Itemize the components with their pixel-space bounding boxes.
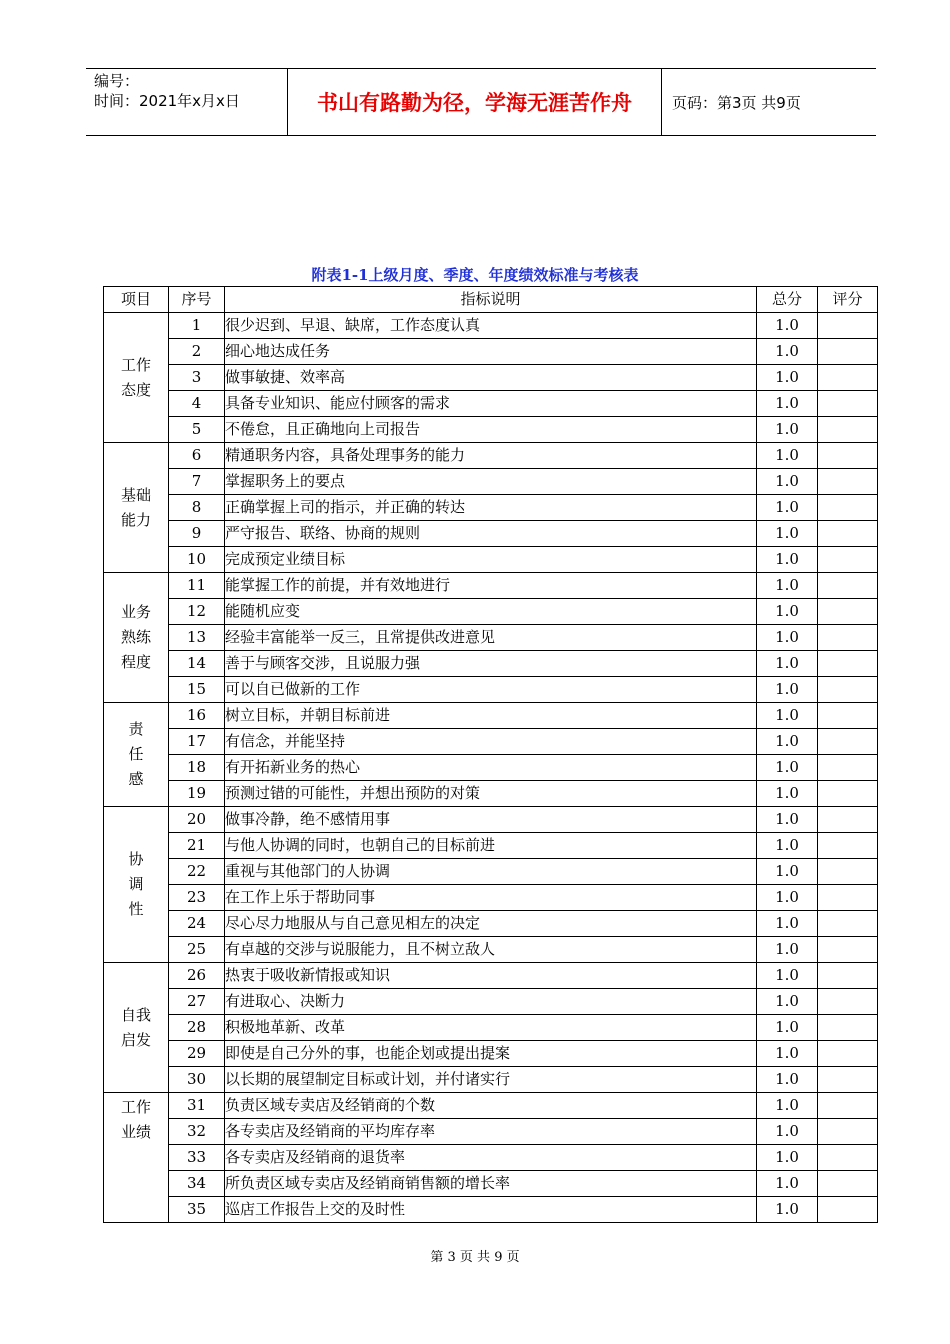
score-cell (818, 1093, 878, 1119)
col-header-seq: 序号 (169, 287, 225, 313)
desc-cell: 各专卖店及经销商的退货率 (225, 1145, 757, 1171)
category-cell: 自我 启发 (104, 963, 169, 1093)
total-cell: 1.0 (757, 365, 818, 391)
score-cell (818, 755, 878, 781)
desc-cell: 巡店工作报告上交的及时性 (225, 1197, 757, 1223)
table-row (104, 1041, 878, 1067)
desc-cell: 所负责区域专卖店及经销商销售额的增长率 (225, 1171, 757, 1197)
table-row (104, 703, 878, 729)
total-cell: 1.0 (757, 859, 818, 885)
desc-cell: 即使是自己分外的事，也能企划或提出提案 (225, 1041, 757, 1067)
table-row (104, 963, 878, 989)
desc-cell: 有卓越的交涉与说服能力，且不树立敌人 (225, 937, 757, 963)
total-cell: 1.0 (757, 1119, 818, 1145)
seq-cell: 4 (169, 391, 225, 417)
table-row (104, 521, 878, 547)
seq-cell: 34 (169, 1171, 225, 1197)
total-cell: 1.0 (757, 833, 818, 859)
table-row (104, 547, 878, 573)
table-row (104, 885, 878, 911)
seq-cell: 32 (169, 1119, 225, 1145)
total-cell: 1.0 (757, 1171, 818, 1197)
desc-cell: 有进取心、决断力 (225, 989, 757, 1015)
desc-cell: 树立目标，并朝目标前进 (225, 703, 757, 729)
score-cell (818, 885, 878, 911)
table-title: 附表1-1上级月度、季度、年度绩效标准与考核表 (311, 266, 639, 284)
table-row (104, 729, 878, 755)
score-cell (818, 365, 878, 391)
desc-cell: 完成预定业绩目标 (225, 547, 757, 573)
total-cell: 1.0 (757, 391, 818, 417)
seq-cell: 13 (169, 625, 225, 651)
desc-cell: 能随机应变 (225, 599, 757, 625)
score-cell (818, 937, 878, 963)
table-row (104, 989, 878, 1015)
desc-cell: 具备专业知识、能应付顾客的需求 (225, 391, 757, 417)
score-cell (818, 1067, 878, 1093)
desc-cell: 正确掌握上司的指示，并正确的转达 (225, 495, 757, 521)
total-cell: 1.0 (757, 625, 818, 651)
score-cell (818, 573, 878, 599)
desc-cell: 有信念，并能坚持 (225, 729, 757, 755)
seq-cell: 2 (169, 339, 225, 365)
score-cell (818, 1145, 878, 1171)
table-row (104, 469, 878, 495)
total-cell: 1.0 (757, 599, 818, 625)
seq-cell: 20 (169, 807, 225, 833)
score-cell (818, 443, 878, 469)
table-row (104, 1093, 878, 1119)
seq-cell: 26 (169, 963, 225, 989)
seq-cell: 5 (169, 417, 225, 443)
score-cell (818, 833, 878, 859)
desc-cell: 不倦怠，且正确地向上司报告 (225, 417, 757, 443)
score-cell (818, 963, 878, 989)
score-cell (818, 417, 878, 443)
table-row (104, 1015, 878, 1041)
total-cell: 1.0 (757, 989, 818, 1015)
table-row (104, 651, 878, 677)
table-row (104, 937, 878, 963)
category-cell: 工作 业绩 (104, 1093, 169, 1223)
score-cell (818, 989, 878, 1015)
seq-cell: 21 (169, 833, 225, 859)
seq-cell: 9 (169, 521, 225, 547)
score-cell (818, 1197, 878, 1223)
seq-cell: 22 (169, 859, 225, 885)
desc-cell: 尽心尽力地服从与自己意见相左的决定 (225, 911, 757, 937)
seq-cell: 6 (169, 443, 225, 469)
total-cell: 1.0 (757, 651, 818, 677)
performance-table (103, 286, 878, 1223)
desc-cell: 经验丰富能举一反三，且常提供改进意见 (225, 625, 757, 651)
desc-cell: 重视与其他部门的人协调 (225, 859, 757, 885)
total-cell: 1.0 (757, 417, 818, 443)
desc-cell: 各专卖店及经销商的平均库存率 (225, 1119, 757, 1145)
category-cell: 协 调 性 (104, 807, 169, 963)
total-cell: 1.0 (757, 339, 818, 365)
desc-cell: 可以自已做新的工作 (225, 677, 757, 703)
table-row (104, 1145, 878, 1171)
header-meta (86, 69, 287, 135)
table-row (104, 807, 878, 833)
total-cell: 1.0 (757, 521, 818, 547)
page-footer: 第 3 页 共 9 页 (430, 1250, 520, 1265)
total-cell: 1.0 (757, 495, 818, 521)
desc-cell: 做事冷静，绝不感情用事 (225, 807, 757, 833)
total-cell: 1.0 (757, 703, 818, 729)
desc-cell: 严守报告、联络、协商的规则 (225, 521, 757, 547)
table-row (104, 755, 878, 781)
header-motto: 书山有路勤为径，学海无涯苦作舟 (287, 69, 662, 135)
total-cell: 1.0 (757, 313, 818, 339)
table-row (104, 417, 878, 443)
desc-cell: 精通职务内容，具备处理事务的能力 (225, 443, 757, 469)
total-cell: 1.0 (757, 781, 818, 807)
table-row (104, 911, 878, 937)
table-row (104, 313, 878, 339)
score-cell (818, 1119, 878, 1145)
score-cell (818, 599, 878, 625)
score-cell (818, 495, 878, 521)
table-row (104, 599, 878, 625)
seq-cell: 10 (169, 547, 225, 573)
score-cell (818, 677, 878, 703)
table-body (104, 313, 878, 1223)
desc-cell: 负责区域专卖店及经销商的个数 (225, 1093, 757, 1119)
table-row (104, 339, 878, 365)
category-cell: 工作 态度 (104, 313, 169, 443)
seq-cell: 25 (169, 937, 225, 963)
seq-cell: 23 (169, 885, 225, 911)
score-cell (818, 521, 878, 547)
total-cell: 1.0 (757, 469, 818, 495)
desc-cell: 热衷于吸收新情报或知识 (225, 963, 757, 989)
desc-cell: 很少迟到、早退、缺席，工作态度认真 (225, 313, 757, 339)
seq-cell: 24 (169, 911, 225, 937)
score-cell (818, 911, 878, 937)
table-row (104, 443, 878, 469)
desc-cell: 做事敏捷、效率高 (225, 365, 757, 391)
total-cell: 1.0 (757, 1093, 818, 1119)
total-cell: 1.0 (757, 1041, 818, 1067)
score-cell (818, 859, 878, 885)
score-cell (818, 1171, 878, 1197)
score-cell (818, 729, 878, 755)
desc-cell: 以长期的展望制定目标或计划，并付诸实行 (225, 1067, 757, 1093)
total-cell: 1.0 (757, 807, 818, 833)
seq-cell: 31 (169, 1093, 225, 1119)
desc-cell: 有开拓新业务的热心 (225, 755, 757, 781)
table-row (104, 391, 878, 417)
total-cell: 1.0 (757, 963, 818, 989)
col-header-desc: 指标说明 (225, 287, 757, 313)
seq-cell: 7 (169, 469, 225, 495)
desc-cell: 能掌握工作的前提，并有效地进行 (225, 573, 757, 599)
total-cell: 1.0 (757, 1015, 818, 1041)
desc-cell: 细心地达成任务 (225, 339, 757, 365)
total-cell: 1.0 (757, 755, 818, 781)
score-cell (818, 807, 878, 833)
table-row (104, 833, 878, 859)
total-cell: 1.0 (757, 573, 818, 599)
score-cell (818, 339, 878, 365)
table-row (104, 365, 878, 391)
total-cell: 1.0 (757, 911, 818, 937)
total-cell: 1.0 (757, 677, 818, 703)
total-cell: 1.0 (757, 885, 818, 911)
table-row (104, 1119, 878, 1145)
total-cell: 1.0 (757, 729, 818, 755)
seq-cell: 16 (169, 703, 225, 729)
total-cell: 1.0 (757, 937, 818, 963)
time-label: 时间：2021年x月x日 (94, 92, 240, 110)
table-row (104, 573, 878, 599)
category-cell: 基础 能力 (104, 443, 169, 573)
score-cell (818, 313, 878, 339)
table-row (104, 625, 878, 651)
score-cell (818, 391, 878, 417)
seq-cell: 12 (169, 599, 225, 625)
category-cell: 业务 熟练 程度 (104, 573, 169, 703)
col-header-score: 评分 (818, 287, 878, 313)
score-cell (818, 547, 878, 573)
seq-cell: 33 (169, 1145, 225, 1171)
header-page-label: 页码：第3页 共9页 (672, 93, 801, 112)
seq-cell: 19 (169, 781, 225, 807)
seq-cell: 15 (169, 677, 225, 703)
total-cell: 1.0 (757, 1197, 818, 1223)
total-cell: 1.0 (757, 1067, 818, 1093)
seq-cell: 1 (169, 313, 225, 339)
total-cell: 1.0 (757, 443, 818, 469)
desc-cell: 预测过错的可能性，并想出预防的对策 (225, 781, 757, 807)
number-label: 编号： (94, 72, 140, 90)
desc-cell: 掌握职务上的要点 (225, 469, 757, 495)
score-cell (818, 1041, 878, 1067)
desc-cell: 与他人协调的同时，也朝自己的目标前进 (225, 833, 757, 859)
score-cell (818, 469, 878, 495)
score-cell (818, 703, 878, 729)
score-cell (818, 781, 878, 807)
table-row (104, 781, 878, 807)
total-cell: 1.0 (757, 547, 818, 573)
score-cell (818, 1015, 878, 1041)
seq-cell: 29 (169, 1041, 225, 1067)
seq-cell: 8 (169, 495, 225, 521)
seq-cell: 17 (169, 729, 225, 755)
seq-cell: 18 (169, 755, 225, 781)
table-row (104, 677, 878, 703)
seq-cell: 30 (169, 1067, 225, 1093)
seq-cell: 27 (169, 989, 225, 1015)
seq-cell: 3 (169, 365, 225, 391)
desc-cell: 积极地革新、改革 (225, 1015, 757, 1041)
seq-cell: 28 (169, 1015, 225, 1041)
table-row (104, 1197, 878, 1223)
score-cell (818, 625, 878, 651)
seq-cell: 11 (169, 573, 225, 599)
table-header-row (104, 287, 878, 313)
desc-cell: 在工作上乐于帮助同事 (225, 885, 757, 911)
desc-cell: 善于与顾客交涉，且说服力强 (225, 651, 757, 677)
table-row (104, 1067, 878, 1093)
seq-cell: 35 (169, 1197, 225, 1223)
seq-cell: 14 (169, 651, 225, 677)
page-header (86, 68, 876, 136)
col-header-item: 项目 (104, 287, 169, 313)
table-row (104, 859, 878, 885)
table-row (104, 1171, 878, 1197)
category-cell: 责 任 感 (104, 703, 169, 807)
col-header-total: 总分 (757, 287, 818, 313)
score-cell (818, 651, 878, 677)
table-row (104, 495, 878, 521)
total-cell: 1.0 (757, 1145, 818, 1171)
